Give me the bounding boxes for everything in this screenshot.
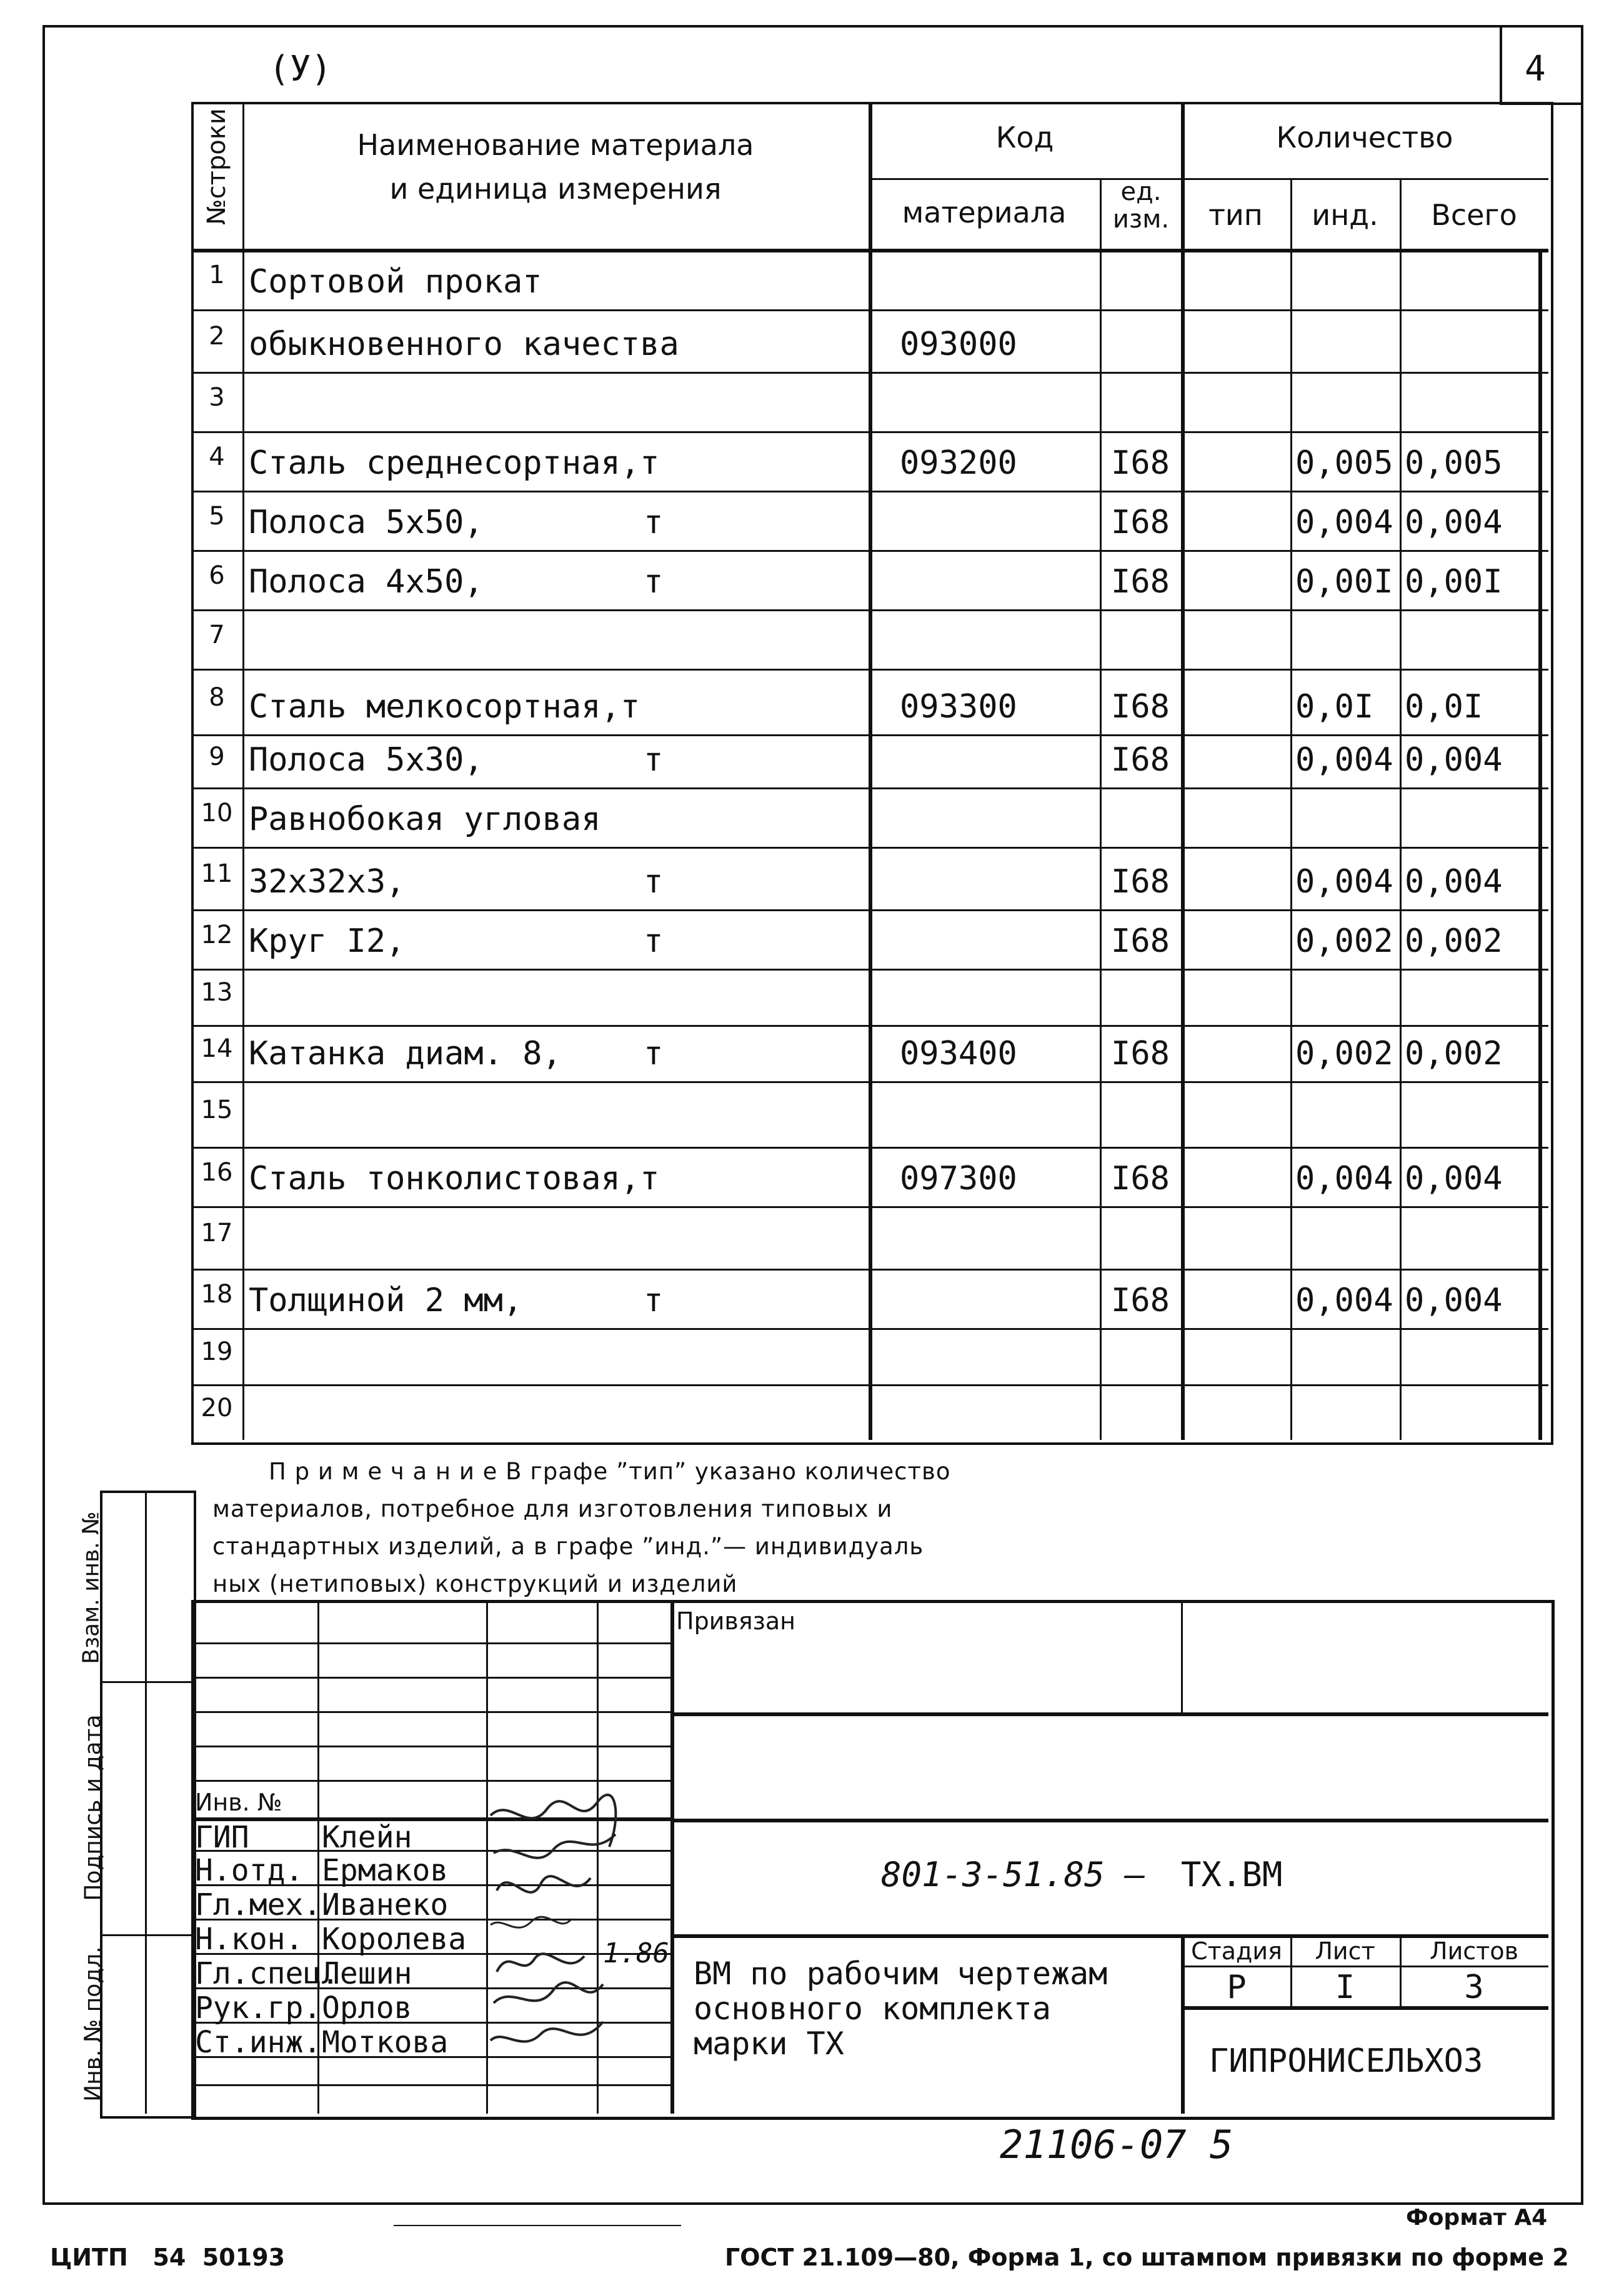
row-16-type: [1181, 1147, 1290, 1197]
row-11-type: [1181, 847, 1290, 901]
row-4-type: [1181, 431, 1290, 482]
person-5-role: Гл.спец.: [195, 1956, 340, 1991]
row-14-unit: I68: [1111, 1035, 1170, 1072]
row-12-n: 12: [201, 920, 233, 949]
row-7-type: [1181, 609, 1290, 660]
row-8-name: Сталь мелкосортная,т: [249, 688, 640, 726]
header-quantity: Количество: [1276, 121, 1453, 154]
stamp-stage-line: [1181, 1966, 1548, 1967]
row-19-total: [1400, 1328, 1543, 1376]
row-3-unit: [1100, 372, 1181, 422]
sheet-value: I: [1335, 1969, 1355, 2006]
row-3-name: [242, 372, 869, 422]
person-6-role: Рук.гр.: [195, 1991, 322, 2026]
header-qty-total: Всего: [1431, 198, 1517, 232]
row-5-unit-t: т: [644, 504, 664, 541]
row-19-type: [1181, 1328, 1290, 1376]
row-9-code: [869, 734, 1100, 779]
header-row-no: №строки: [202, 108, 231, 225]
row-8-total: 0,0I: [1405, 688, 1483, 726]
note-line-1: П р и м е ч а н и е В графе ”тип” указано количество: [269, 1458, 951, 1485]
row-15-unit: [1100, 1081, 1181, 1138]
bottom-rule: [394, 2225, 681, 2226]
row-4-n: 4: [209, 442, 225, 471]
row-18-unit-t: т: [644, 1282, 664, 1319]
row-19-n: 19: [201, 1337, 233, 1366]
row-2-n: 2: [209, 322, 225, 351]
row-7-unit: [1100, 609, 1181, 660]
row-7-ind: [1290, 609, 1400, 660]
row-8-code: 093300: [900, 688, 1017, 726]
row-17-type: [1181, 1206, 1290, 1260]
row-16-n: 16: [201, 1157, 233, 1187]
side-label-vzam: Взам. инв. №: [78, 1511, 104, 1664]
row-2-ind: [1290, 309, 1400, 363]
row-15-type: [1181, 1081, 1290, 1138]
row-6-total: 0,00I: [1405, 563, 1503, 601]
row-11-unit-t: т: [644, 863, 664, 901]
row-13-unit: [1100, 969, 1181, 1016]
row-1-name: Сортовой прокат: [249, 263, 542, 301]
person-7-role: Ст.инж.: [195, 2025, 322, 2060]
row-5-ind: 0,004: [1295, 504, 1393, 541]
row-20-name: [242, 1384, 869, 1431]
stamp-right-1: [670, 1712, 1548, 1716]
row-17-code: [869, 1206, 1100, 1260]
row-10-total: [1400, 787, 1543, 838]
stamp-row-l2: [191, 1677, 670, 1679]
row-1-type: [1181, 249, 1290, 301]
row-20-n: 20: [201, 1393, 233, 1422]
col-line-right: [1538, 249, 1542, 1440]
row-10-n: 10: [201, 798, 233, 827]
header-code-unit: ед. изм.: [1112, 177, 1170, 234]
row-5-code: [869, 491, 1100, 541]
row-4-ind: 0,005: [1295, 444, 1393, 482]
row-3-code: [869, 372, 1100, 422]
person-5-name: Лешин: [322, 1956, 412, 1991]
row-19-code: [869, 1328, 1100, 1376]
note-line-2: материалов, потребное для изготовления типовых и: [212, 1496, 893, 1522]
row-16-ind: 0,004: [1295, 1160, 1393, 1197]
signature-5: [497, 1954, 584, 1972]
note-block: [212, 1453, 950, 1603]
note-line-3: стандартных изделий, а в графе ”инд.”— индивидуаль: [212, 1533, 924, 1560]
side-sep-1: [100, 1681, 191, 1683]
stamp-privyazan: Привязан: [676, 1607, 795, 1635]
row-7-n: 7: [209, 620, 225, 649]
row-15-n: 15: [201, 1095, 233, 1124]
row-1-n: 1: [209, 260, 225, 289]
row-18-total: 0,004: [1405, 1282, 1503, 1319]
header-name-line1: Наименование материала: [357, 128, 754, 162]
stamp-col-d: [670, 1600, 674, 2114]
row-5-total: 0,004: [1405, 504, 1503, 541]
row-11-ind: 0,004: [1295, 863, 1393, 901]
row-12-ind: 0,002: [1295, 922, 1393, 960]
row-15-ind: [1290, 1081, 1400, 1138]
signatures-scribble: [484, 1791, 634, 2091]
stage-value: Р: [1227, 1969, 1247, 2006]
row-10-type: [1181, 787, 1290, 838]
row-11-total: 0,004: [1405, 863, 1503, 901]
row-20-type: [1181, 1384, 1290, 1431]
row-20-total: [1400, 1384, 1543, 1431]
row-13-ind: [1290, 969, 1400, 1016]
row-19-unit: [1100, 1328, 1181, 1376]
stamp-date: 1.86: [603, 1937, 669, 1969]
doc-code-block: [881, 1855, 1282, 1894]
row-10-ind: [1290, 787, 1400, 838]
row-13-n: 13: [201, 978, 233, 1007]
row-13-total: [1400, 969, 1543, 1016]
row-8-type: [1181, 669, 1290, 726]
row-14-n: 14: [201, 1034, 233, 1063]
stamp-row-l5: [191, 1780, 670, 1782]
row-7-name: [242, 609, 869, 660]
row-4-unit: I68: [1111, 444, 1170, 482]
row-4-code: 093200: [900, 444, 1017, 482]
row-17-name: [242, 1206, 869, 1260]
row-14-ind: 0,002: [1295, 1035, 1393, 1072]
row-15-total: [1400, 1081, 1543, 1138]
row-16-unit: I68: [1111, 1160, 1170, 1197]
row-3-type: [1181, 372, 1290, 422]
page-number: 4: [1525, 49, 1546, 89]
row-6-name: Полоса 4х50,: [249, 563, 484, 601]
signature-6: [494, 1982, 603, 2003]
side-sep-2: [100, 1934, 191, 1936]
signature-7: [491, 2022, 603, 2042]
side-col-line: [145, 1491, 147, 2114]
inventory-number: 21106-07 5: [1000, 2122, 1233, 2167]
gost-line: ГОСТ 21.109—80, Форма 1, со штампом привязки по форме 2: [725, 2244, 1569, 2271]
person-4-role: Н.кон.: [195, 1922, 304, 1957]
doc-title-line3: марки ТХ: [694, 2026, 844, 2062]
row-20-ind: [1290, 1384, 1400, 1431]
stamp-privyazan-div: [1181, 1600, 1183, 1712]
row-10-code: [869, 787, 1100, 838]
row-10-name: Равнобокая угловая: [249, 801, 601, 838]
sheets-value: 3: [1464, 1969, 1484, 2006]
row-16-total: 0,004: [1405, 1160, 1503, 1197]
row-14-total: 0,002: [1405, 1035, 1503, 1072]
doc-title-line1: ВМ по рабочим чертежам: [694, 1956, 1108, 1992]
row-12-type: [1181, 909, 1290, 960]
row-18-code: [869, 1269, 1100, 1319]
row-15-name: [242, 1081, 869, 1138]
person-4-name: Королева: [322, 1922, 467, 1957]
stage-label: Стадия: [1191, 1937, 1282, 1965]
row-13-name: [242, 969, 869, 1016]
row-3-total: [1400, 372, 1543, 422]
row-8-unit: I68: [1111, 688, 1170, 726]
row-17-ind: [1290, 1206, 1400, 1260]
header-code-material: материала: [902, 196, 1067, 229]
row-6-code: [869, 550, 1100, 601]
person-3-name: Иванеко: [322, 1887, 449, 1922]
person-2-role: Н.отд.: [195, 1853, 304, 1888]
sheets-label: Листов: [1430, 1937, 1518, 1965]
left-code: ЦИТП 54 50193: [50, 2244, 286, 2271]
row-9-unit: I68: [1111, 741, 1170, 779]
row-20-code: [869, 1384, 1100, 1431]
row-5-n: 5: [209, 501, 225, 531]
row-2-code: 093000: [900, 326, 1017, 363]
side-label-inv-podl: Инв. № подл.: [80, 1946, 106, 2102]
row-11-unit: I68: [1111, 863, 1170, 901]
header-name-line2: и единица измерения: [389, 172, 722, 206]
row-6-type: [1181, 550, 1290, 601]
side-label-frame: [100, 1491, 196, 2119]
stamp-inv-no: Инв. №: [195, 1789, 282, 1816]
stamp-right-2: [670, 1819, 1548, 1822]
doc-title: [694, 1956, 1107, 2061]
row-14-code: 093400: [900, 1035, 1017, 1072]
header-qty-type: тип: [1208, 198, 1263, 232]
row-13-code: [869, 969, 1100, 1016]
row-17-unit: [1100, 1206, 1181, 1260]
row-8-ind: 0,0I: [1295, 688, 1374, 726]
row-1-unit: [1100, 249, 1181, 301]
row-16-code: 097300: [900, 1160, 1017, 1197]
row-12-name: Круг I2,: [249, 922, 406, 960]
row-2-type: [1181, 309, 1290, 363]
row-5-name: Полоса 5х50,: [249, 504, 484, 541]
row-13-type: [1181, 969, 1290, 1016]
row-15-code: [869, 1081, 1100, 1138]
row-11-n: 11: [201, 859, 233, 888]
row-9-ind: 0,004: [1295, 741, 1393, 779]
row-9-name: Полоса 5х30,: [249, 741, 484, 779]
row-6-n: 6: [209, 561, 225, 590]
header-qty-ind: инд.: [1312, 198, 1378, 232]
person-1-name: Клейн: [322, 1820, 412, 1855]
row-16-name: Сталь тонколистовая,т: [249, 1160, 660, 1197]
row-11-code: [869, 847, 1100, 901]
person-3-role: Гл.мех.: [195, 1887, 322, 1922]
signature-4: [491, 1917, 572, 1927]
person-1-role: ГИП: [195, 1820, 249, 1855]
stamp-row-l1: [191, 1642, 670, 1644]
row-3-n: 3: [209, 382, 225, 412]
row-9-n: 9: [209, 742, 225, 771]
row-4-total: 0,005: [1405, 444, 1503, 482]
row-12-unit: I68: [1111, 922, 1170, 960]
row-2-unit: [1100, 309, 1181, 363]
row-19-ind: [1290, 1328, 1400, 1376]
signature-3: [497, 1876, 590, 1892]
row-18-type: [1181, 1269, 1290, 1319]
signature-2: [494, 1834, 615, 1858]
row-12-code: [869, 909, 1100, 960]
row-11-name: 32х32х3,: [249, 863, 406, 901]
row-3-ind: [1290, 372, 1400, 422]
header-code: Код: [995, 121, 1054, 154]
row-5-unit: I68: [1111, 504, 1170, 541]
row-12-total: 0,002: [1405, 922, 1503, 960]
row-2-total: [1400, 309, 1543, 363]
row-18-n: 18: [201, 1279, 233, 1309]
row-14-unit-t: т: [644, 1035, 664, 1072]
row-18-ind: 0,004: [1295, 1282, 1393, 1319]
person-2-name: Ермаков: [322, 1853, 449, 1888]
row-6-unit-t: т: [644, 563, 664, 601]
row-8-n: 8: [209, 682, 225, 712]
header-line-sub: [869, 178, 1548, 180]
stamp-row-l4: [191, 1746, 670, 1747]
note-line-4: ных (нетиповых) конструкций и изделий: [212, 1571, 738, 1597]
format-label: Формат А4: [1406, 2205, 1548, 2231]
row-4-name: Сталь среднесортная,т: [249, 444, 660, 482]
person-7-name: Моткова: [322, 2025, 449, 2060]
sheet-label: Лист: [1315, 1937, 1375, 1965]
row-14-name: Катанка диам. 8,: [249, 1035, 562, 1072]
row-9-unit-t: т: [644, 741, 664, 779]
org-name: ГИПРОНИСЕЛЬХОЗ: [1209, 2042, 1483, 2080]
row-1-ind: [1290, 249, 1400, 301]
row-19-name: [242, 1328, 869, 1376]
doc-code-hand: 801-3-51.85 –: [881, 1855, 1145, 1894]
row-18-name: Толщиной 2 мм,: [249, 1282, 523, 1319]
row-7-total: [1400, 609, 1543, 660]
row-6-unit: I68: [1111, 563, 1170, 601]
stamp-row-l3: [191, 1711, 670, 1713]
stamp-stage-line-2: [1181, 2006, 1548, 2010]
row-12-unit-t: т: [644, 922, 664, 960]
signature-1: [491, 1795, 615, 1847]
letter-mark: (У): [269, 49, 332, 89]
row-5-type: [1181, 491, 1290, 541]
row-14-type: [1181, 1025, 1290, 1072]
row-17-n: 17: [201, 1219, 233, 1247]
row-10-unit: [1100, 787, 1181, 838]
row-6-ind: 0,00I: [1295, 563, 1393, 601]
row-1-total: [1400, 249, 1543, 301]
row-7-code: [869, 609, 1100, 660]
row-17-total: [1400, 1206, 1543, 1260]
doc-code-typed: ТХ.ВМ: [1180, 1855, 1283, 1894]
row-2-name: обыкновенного качества: [249, 326, 679, 363]
row-9-total: 0,004: [1405, 741, 1503, 779]
row-20-unit: [1100, 1384, 1181, 1431]
row-1-code: [869, 249, 1100, 301]
person-6-name: Орлов: [322, 1991, 412, 2026]
doc-title-line2: основного комплекта: [694, 1991, 1051, 2027]
side-label-podpis: Подпись и дата: [80, 1714, 106, 1901]
row-9-type: [1181, 734, 1290, 779]
row-18-unit: I68: [1111, 1282, 1170, 1319]
